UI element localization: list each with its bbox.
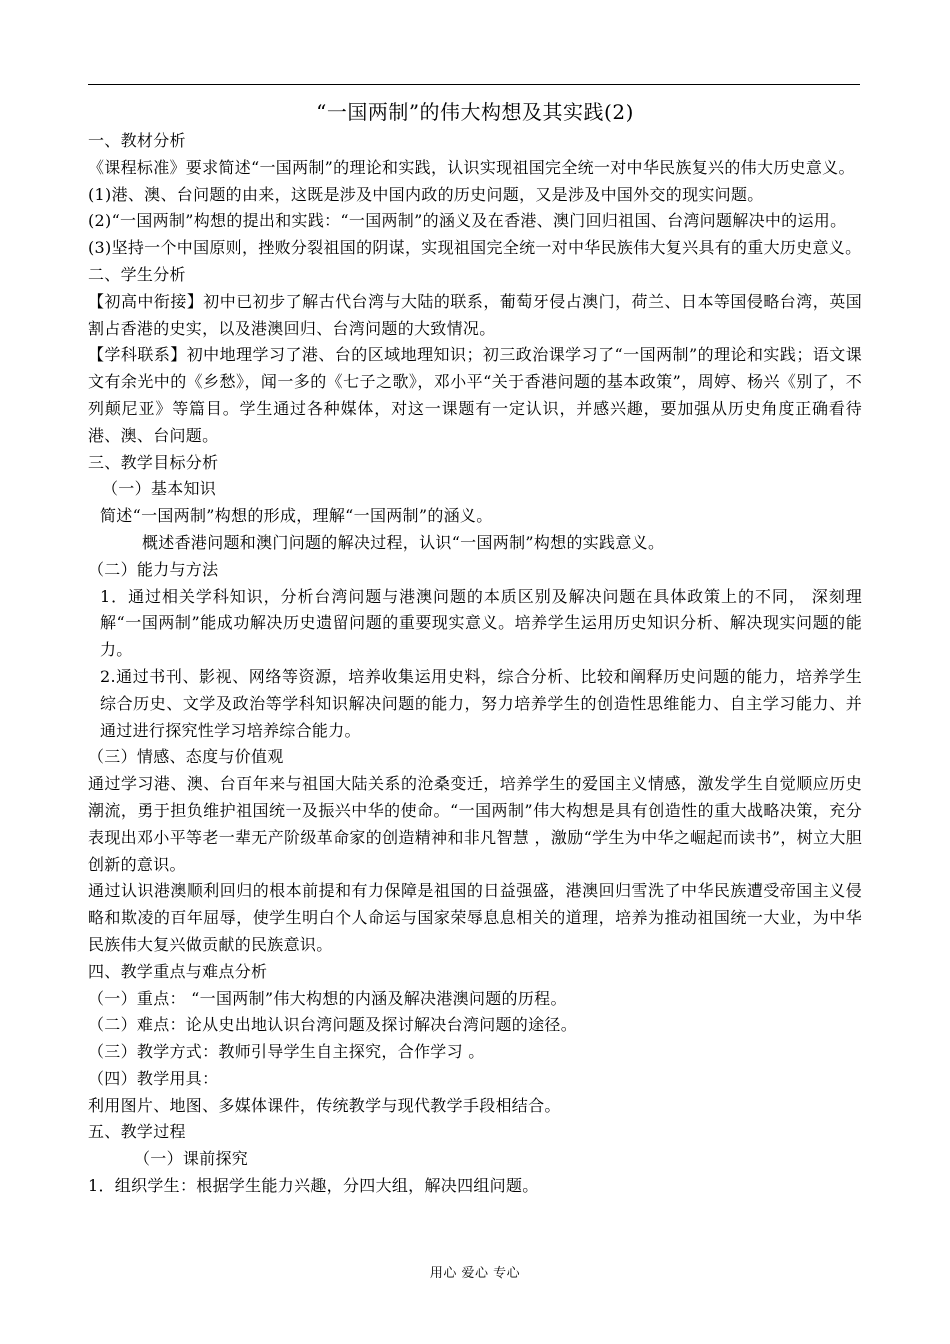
page-footer: 用心 爱心 专心 xyxy=(429,1266,521,1281)
paragraph: 1．组织学生：根据学生能力兴趣，分四大组，解决四组问题。 xyxy=(88,1176,539,1196)
paragraph: 概述香港问题和澳门问题的解决过程，认识“一国两制”构想的实践意义。 xyxy=(142,532,665,552)
document-title: “一国两制”的伟大构想及其实践(2) xyxy=(316,100,634,124)
paragraph: (2)“一国两制”构想的提出和实践：“一国两制”的涵义及在香港、澳门回归祖国、台湾问题解决中的运用。 xyxy=(88,211,847,231)
document-body xyxy=(88,98,862,1200)
section-heading-3: 三、教学目标分析 xyxy=(88,452,219,472)
paragraph: 1．通过相关学科知识，分析台湾问题与港澳问题的本质区别及解决问题在具体政策上的不同， 深刻理解“一国两制”能成功解决历史遗留问题的重要现实意义。培养学生运用历史知识分析、解决现实问题的能力。 xyxy=(100,586,862,660)
paragraph: 利用图片、地图、多媒体课件，传统教学与现代教学手段相结合。 xyxy=(88,1095,561,1115)
paragraph: (1)港、澳、台问题的由来，这既是涉及中国内政的历史问题，又是涉及中国外交的现实问题。 xyxy=(88,184,764,204)
section-heading-1: 一、教材分析 xyxy=(88,131,186,150)
paragraph: （一）重点： “一国两制”伟大构想的内涵及解决港澳问题的历程。 xyxy=(88,988,567,1008)
paragraph: 2.通过书刊、影视、网络等资源，培养收集运用史料，综合分析、比较和阐释历史问题的能力，培养学生综合历史、文学及政治等学科知识解决问题的能力，努力培养学生的创造性思维能力、自主学习能力、并通过进行探究性学习培养综合能力。 xyxy=(100,666,862,740)
paragraph: 通过认识港澳顺利回归的根本前提和有力保障是祖国的日益强盛，港澳回归雪洗了中华民族遭受帝国主义侵略和欺凌的百年屈辱，使学生明白个人命运与国家荣辱息息相关的道理，培养为推动祖国统一大业，为中华民族伟大复兴做贡献的民族意识。 xyxy=(88,881,862,954)
subheading: （三）情感、态度与价值观 xyxy=(88,747,284,767)
subheading: （一）基本知识 xyxy=(102,479,217,499)
paragraph: 通过学习港、澳、台百年来与祖国大陆关系的沧桑变迁，培养学生的爱国主义情感，激发学生自觉顺应历史潮流，勇于担负维护祖国统一及振兴中华的使命。“一国两制”伟大构想是具有创造性的重大战略决策，充分表现出邓小平等老一辈无产阶级革命家的创造精神和非凡智慧 ，激励“学生为中华之崛起而读书”，树立大胆创新的意识。 xyxy=(88,774,862,874)
subheading: （一）课前探究 xyxy=(134,1149,249,1169)
section-heading-2: 二、学生分析 xyxy=(88,264,186,284)
paragraph: （二）难点：论从史出地认识台湾问题及探讨解决台湾问题的途径。 xyxy=(88,1015,578,1035)
paragraph: （四）教学用具： xyxy=(88,1068,219,1088)
subheading: （二）能力与方法 xyxy=(88,559,219,579)
paragraph: 【学科联系】初中地理学习了港、台的区域地理知识；初三政治课学习了“一国两制”的理论和实践；语文课文有余光中的《乡愁》，闻一多的《七子之歌》，邓小平“关于香港问题的基本政策”，周婷、杨兴《别了，不列颠尼亚》等篇目。学生通过各种媒体，对这一课题有一定认识，并感兴趣，要加强从历史角度正确看待港、澳、台问题。 xyxy=(88,345,862,445)
paragraph: (3)坚持一个中国原则，挫败分裂祖国的阴谋，实现祖国完全统一对中华民族伟大复兴具有的重大历史意义。 xyxy=(88,238,862,258)
paragraph: 简述“一国两制”构想的形成，理解“一国两制”的涵义。 xyxy=(100,506,493,526)
paragraph: 【初高中衔接】初中已初步了解古代台湾与大陆的联系，葡萄牙侵占澳门，荷兰、日本等国侵略台湾，英国割占香港的史实，以及港澳回归、台湾问题的大致情况。 xyxy=(88,291,862,338)
section-heading-5: 五、教学过程 xyxy=(88,1122,186,1142)
header-rule xyxy=(88,84,860,85)
section-heading-4: 四、教学重点与难点分析 xyxy=(88,961,268,981)
paragraph: （三）教学方式：教师引导学生自主探究，合作学习 。 xyxy=(88,1042,485,1062)
paragraph: 《课程标准》要求简述“一国两制”的理论和实践，认识实现祖国完全统一对中华民族复兴的伟大历史意义。 xyxy=(88,157,855,177)
